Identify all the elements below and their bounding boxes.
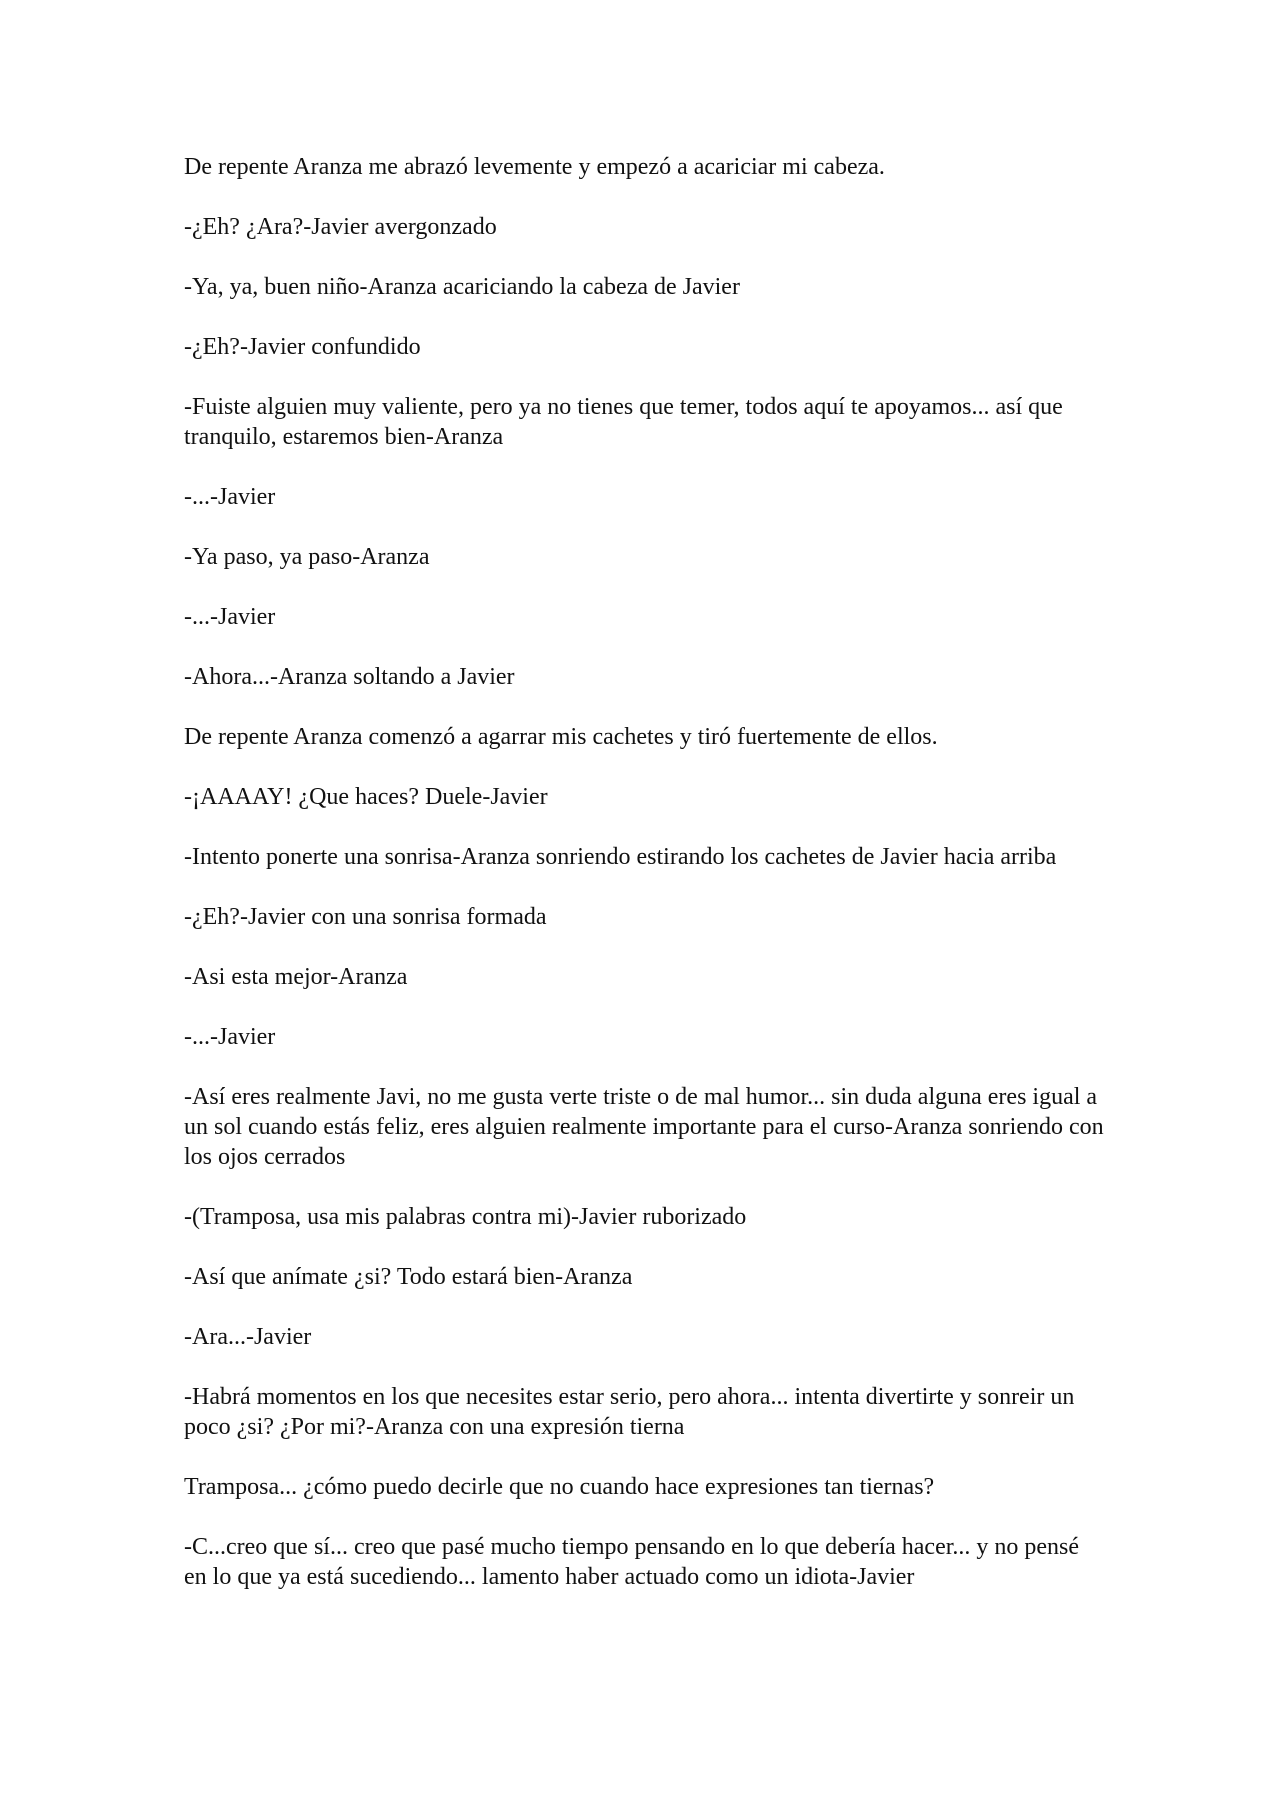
dialogue-paragraph: -Fuiste alguien muy valiente, pero ya no tienes que temer, todos aquí te apoyamos... así que tranquilo, estaremos bien-Aranza: [184, 394, 1063, 450]
dialogue-paragraph: -...-Javier: [184, 484, 276, 510]
dialogue-paragraph: -Ara...-Javier: [184, 1324, 312, 1350]
narration-paragraph: Tramposa... ¿cómo puedo decirle que no cuando hace expresiones tan tiernas?: [184, 1474, 935, 1500]
dialogue-paragraph: -¡AAAAY! ¿Que haces? Duele-Javier: [184, 784, 548, 810]
dialogue-paragraph: -Habrá momentos en los que necesites estar serio, pero ahora... intenta divertirte y sonreir un poco ¿si? ¿Por mi?-Aranza con una expresión tierna: [184, 1384, 1075, 1440]
document-page: [184, 152, 1104, 1622]
dialogue-paragraph: -¿Eh? ¿Ara?-Javier avergonzado: [184, 214, 497, 240]
dialogue-paragraph: -Asi esta mejor-Aranza: [184, 964, 408, 990]
dialogue-paragraph: -¿Eh?-Javier confundido: [184, 334, 421, 360]
dialogue-paragraph: -Ahora...-Aranza soltando a Javier: [184, 664, 515, 690]
dialogue-paragraph: -Intento ponerte una sonrisa-Aranza sonriendo estirando los cachetes de Javier hacia arriba: [184, 844, 1057, 870]
narration-paragraph: De repente Aranza me abrazó levemente y empezó a acariciar mi cabeza.: [184, 154, 885, 180]
dialogue-paragraph: -...-Javier: [184, 604, 276, 630]
dialogue-paragraph: -Así que anímate ¿si? Todo estará bien-Aranza: [184, 1264, 633, 1290]
narration-paragraph: De repente Aranza comenzó a agarrar mis cachetes y tiró fuertemente de ellos.: [184, 724, 938, 750]
dialogue-paragraph: -Ya, ya, buen niño-Aranza acariciando la cabeza de Javier: [184, 274, 740, 300]
dialogue-paragraph: -C...creo que sí... creo que pasé mucho tiempo pensando en lo que debería hacer... y no pensé en lo que ya está sucediendo... lamento haber actuado como un idiota-Javier: [184, 1534, 1080, 1590]
dialogue-paragraph: -Ya paso, ya paso-Aranza: [184, 544, 430, 570]
dialogue-paragraph: -¿Eh?-Javier con una sonrisa formada: [184, 904, 547, 930]
dialogue-paragraph: -(Tramposa, usa mis palabras contra mi)-Javier ruborizado: [184, 1204, 747, 1230]
dialogue-paragraph: -Así eres realmente Javi, no me gusta verte triste o de mal humor... sin duda alguna eres igual a un sol cuando estás feliz, eres alguien realmente importante para el curso-Aranza sonriendo con los ojos cerrados: [184, 1084, 1104, 1170]
dialogue-paragraph: -...-Javier: [184, 1024, 276, 1050]
